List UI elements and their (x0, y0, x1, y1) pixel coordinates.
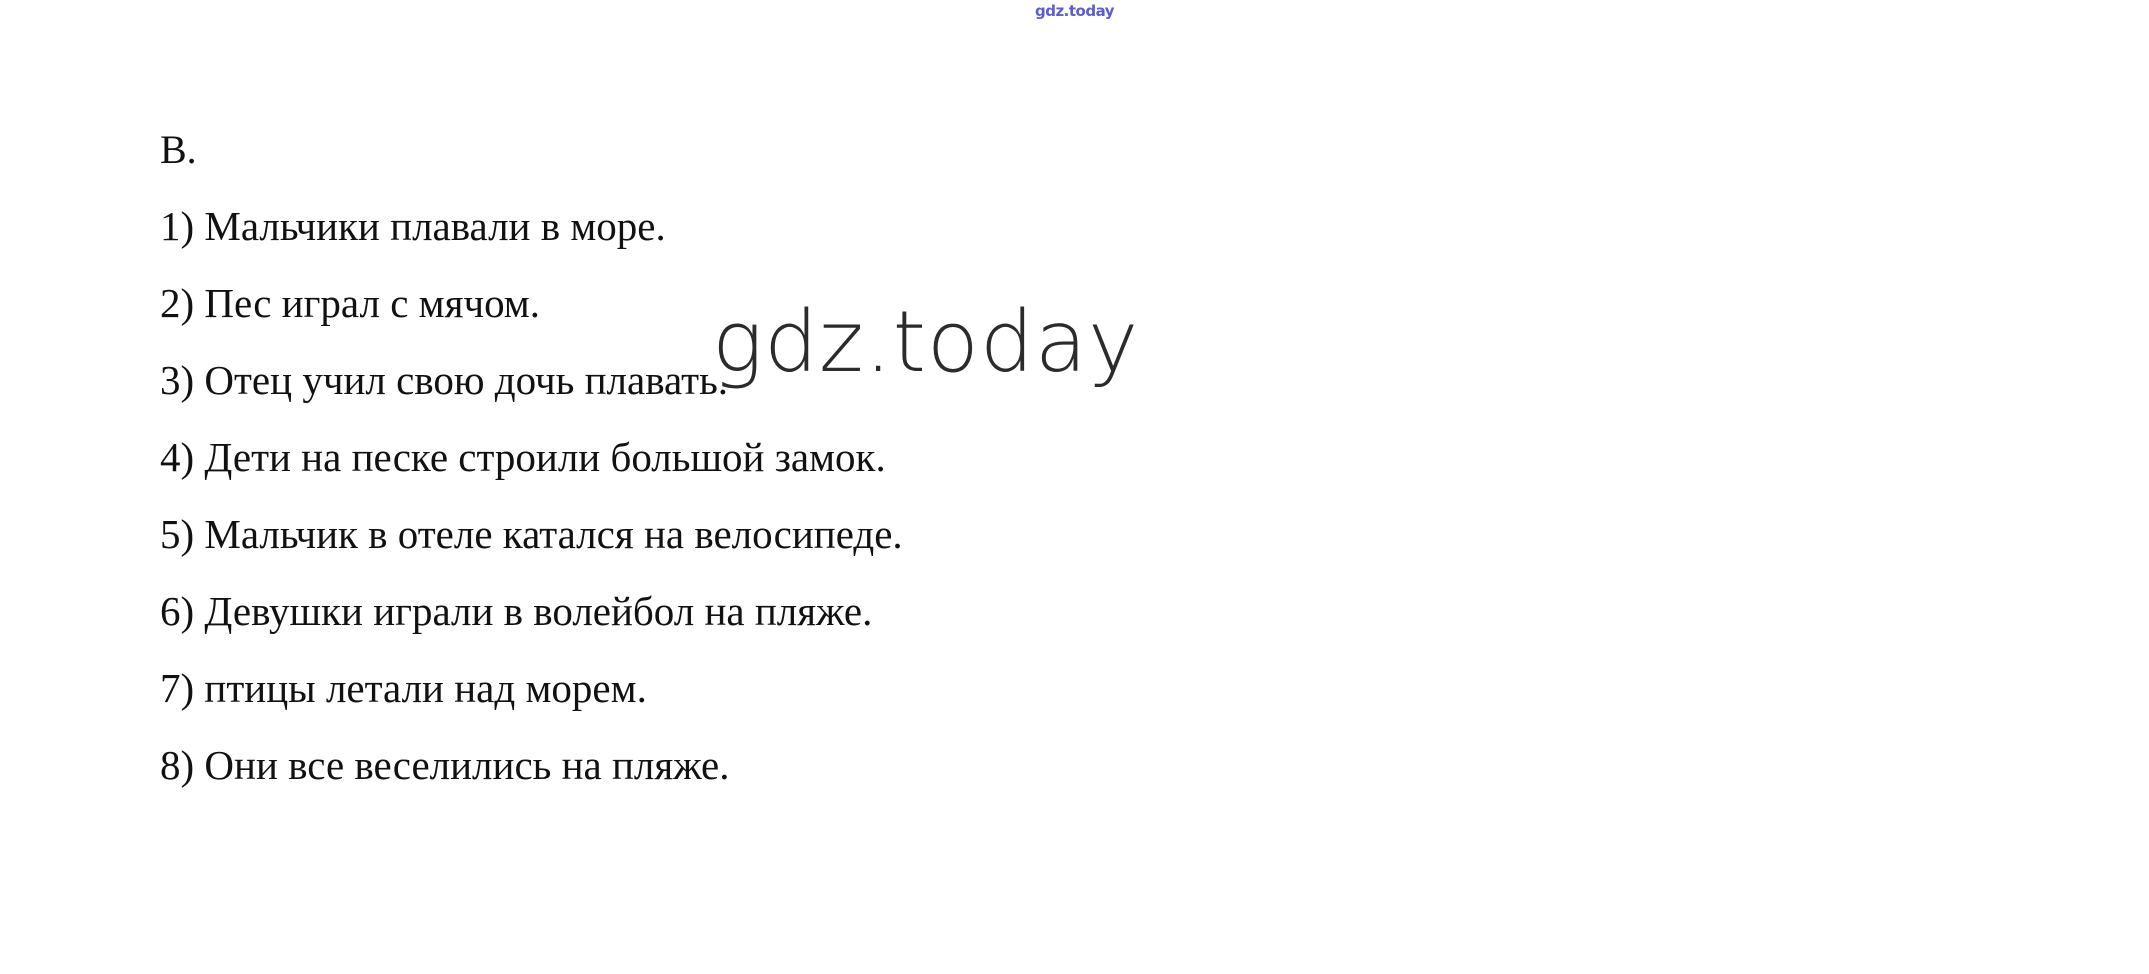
site-watermark-top: gdz.today (1034, 2, 1115, 20)
list-item: 4) Дети на песке строили большой замок. (160, 434, 886, 480)
list-item: 3) Отец учил свою дочь плавать. (160, 357, 729, 403)
section-label: B. (160, 127, 197, 172)
list-item: 8) Они все веселились на пляже. (160, 742, 730, 788)
list-item: 7) птицы летали над морем. (160, 665, 647, 711)
site-watermark-center: gdz.today (712, 293, 1140, 392)
list-item: 1) Мальчики плавали в море. (160, 203, 666, 249)
list-item: 5) Мальчик в отеле катался на велосипеде. (160, 511, 903, 557)
list-item: 6) Девушки играли в волейбол на пляже. (160, 588, 873, 634)
list-item: 2) Пес играл с мячом. (160, 280, 540, 326)
answer-body (160, 127, 1660, 822)
